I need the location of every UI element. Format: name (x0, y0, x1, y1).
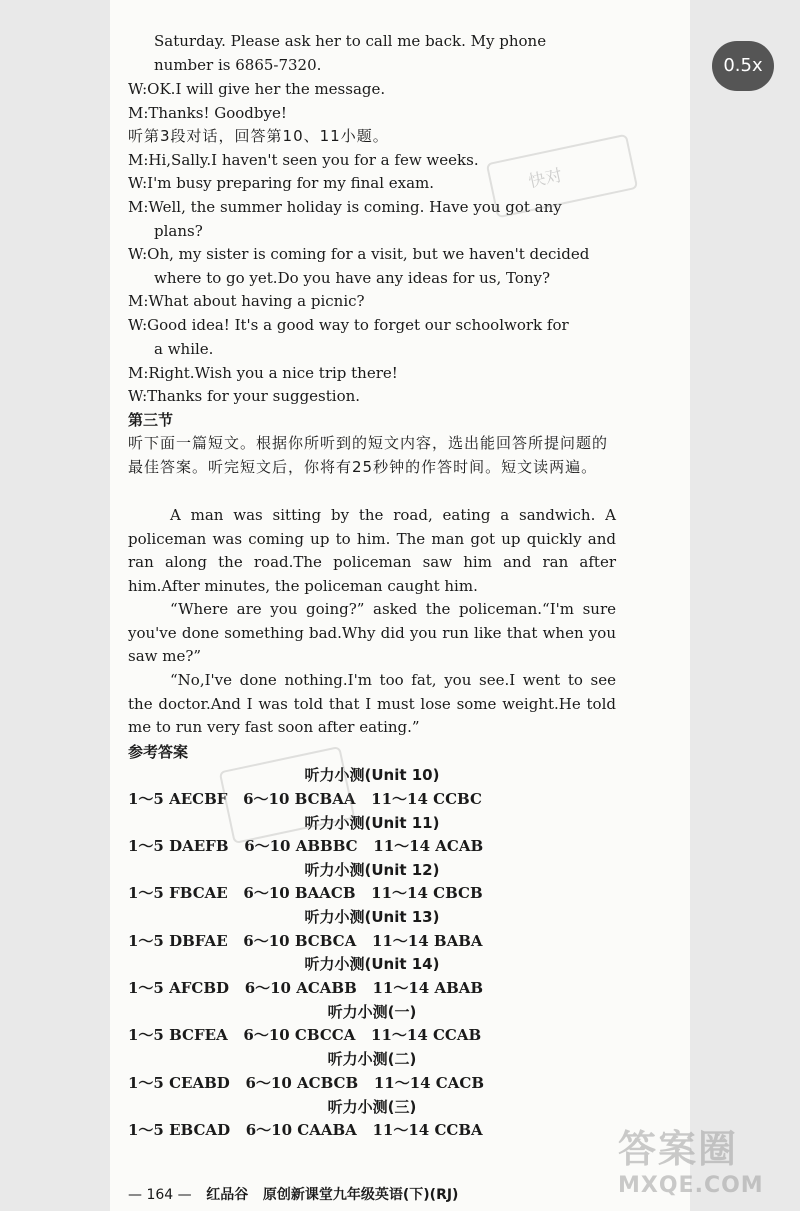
answer-group-2: 6～10 BCBAA (243, 790, 356, 808)
passage-paragraph: “Where are you going?” asked the policeman.“I'm sure you've done something bad.Why did you run like that when you saw me?” (128, 600, 616, 665)
answer-group-1: 1～5 AFCBD (128, 979, 230, 997)
dialogue-line: where to go yet.Do you have any ideas for us, Tony? (154, 269, 551, 287)
answer-group-1: 1～5 EBCAD (128, 1121, 231, 1139)
answer-group-2: 6～10 ABBBC (244, 837, 358, 855)
answer-group-3: 11～14 CACB (373, 1074, 484, 1092)
watermark-title: 答案圈 (618, 1127, 739, 1171)
answers-heading: 参考答案 (128, 743, 189, 761)
answer-group-1: 1～5 DBFAE (128, 932, 228, 950)
answer-row (128, 1119, 616, 1143)
test-title: 听力小测(Unit 14) (304, 955, 440, 973)
answer-group-3: 11～14 CCBC (371, 790, 482, 808)
dialogue-line: M:What about having a picnic? (128, 292, 365, 310)
dialogue-line: plans? (154, 222, 203, 240)
dialogue-line: W:Oh, my sister is coming for a visit, but we haven't decided (128, 245, 590, 263)
watermark-url: MXQE.COM (618, 1173, 764, 1198)
test-title: 听力小测(Unit 10) (304, 766, 440, 784)
site-watermark (618, 1118, 764, 1198)
passage-paragraph: A man was sitting by the road, eating a sandwich. A policeman was coming up to him. The man got up quickly and ran along the road.The policeman saw him and ran after him.After minutes, the policeman caught him. (128, 506, 616, 595)
answer-row (128, 788, 616, 812)
dialogue-line: W:OK.I will give her the message. (128, 80, 386, 98)
dialogue-line: Saturday. Please ask her to call me back. My phone (154, 32, 547, 50)
section-heading: 第三节 (128, 411, 174, 429)
answer-row (128, 1072, 616, 1096)
answer-group-2: 6～10 BAACB (243, 884, 356, 902)
answer-row (128, 930, 616, 954)
section-instruction: 听第3段对话，回答第10、11小题。 (128, 127, 389, 145)
dialogue-line: M:Thanks! Goodbye! (128, 104, 287, 122)
dialogue-line: W:Thanks for your suggestion. (128, 387, 361, 405)
dialogue-line: M:Right.Wish you a nice trip there! (128, 364, 398, 382)
answer-group-3: 11～14 CCBA (372, 1121, 483, 1139)
publisher-brand: 红品谷 (206, 1187, 249, 1203)
page-footer (128, 1184, 458, 1204)
dialogue-line: W:Good idea! It's a good way to forget our schoolwork for (128, 316, 569, 334)
answer-group-3: 11～14 ACAB (373, 837, 484, 855)
test-title: 听力小测(二) (327, 1050, 417, 1068)
answer-group-2: 6～10 BCBCA (243, 932, 357, 950)
book-title: 原创新课堂九年级英语(下)(RJ) (262, 1187, 459, 1203)
answer-group-1: 1～5 AECBF (128, 790, 228, 808)
dialogue-line: a while. (154, 340, 214, 358)
answer-group-2: 6～10 CBCCA (243, 1026, 356, 1044)
test-title: 听力小测(Unit 12) (304, 861, 440, 879)
answer-row (128, 882, 616, 906)
dialogue-line: W:I'm busy preparing for my final exam. (128, 174, 435, 192)
answer-group-2: 6～10 ACABB (244, 979, 357, 997)
playback-speed-button[interactable]: 0.5x (712, 41, 774, 91)
answer-group-1: 1～5 DAEFB (128, 837, 229, 855)
test-title: 听力小测(一) (327, 1003, 417, 1021)
answer-row (128, 835, 616, 859)
passage-paragraph: “No,I've done nothing.I'm too fat, you see.I went to see the doctor.And I was told that I must lose some weight.He told me to run very fast soon after eating.” (128, 671, 616, 736)
answer-group-1: 1～5 CEABD (128, 1074, 230, 1092)
part-instruction: 听下面一篇短文。根据你所听到的短文内容，选出能回答所提问题的最佳答案。听完短文后，你将有25秒钟的作答时间。短文读两遍。 (128, 434, 609, 476)
dialogue-line: M:Hi,Sally.I haven't seen you for a few weeks. (128, 151, 479, 169)
watermark-text: 快对 (526, 165, 565, 193)
answer-group-3: 11～14 CCAB (371, 1026, 482, 1044)
dialogue-line: number is 6865-7320. (154, 56, 322, 74)
answer-group-2: 6～10 CAABA (245, 1121, 357, 1139)
answer-group-3: 11～14 CBCB (371, 884, 483, 902)
answer-row (128, 977, 616, 1001)
answer-row (128, 1024, 616, 1048)
answer-group-1: 1～5 BCFEA (128, 1026, 228, 1044)
page-number: — 164 — (128, 1187, 192, 1203)
answer-group-3: 11～14 BABA (371, 932, 483, 950)
dialogue-line: M:Well, the summer holiday is coming. Have you got any (128, 198, 562, 216)
answer-group-1: 1～5 FBCAE (128, 884, 228, 902)
answer-group-3: 11～14 ABAB (372, 979, 484, 997)
test-title: 听力小测(三) (327, 1098, 417, 1116)
answer-group-2: 6～10 ACBCB (245, 1074, 359, 1092)
test-title: 听力小测(Unit 13) (304, 908, 440, 926)
test-title: 听力小测(Unit 11) (304, 814, 440, 832)
